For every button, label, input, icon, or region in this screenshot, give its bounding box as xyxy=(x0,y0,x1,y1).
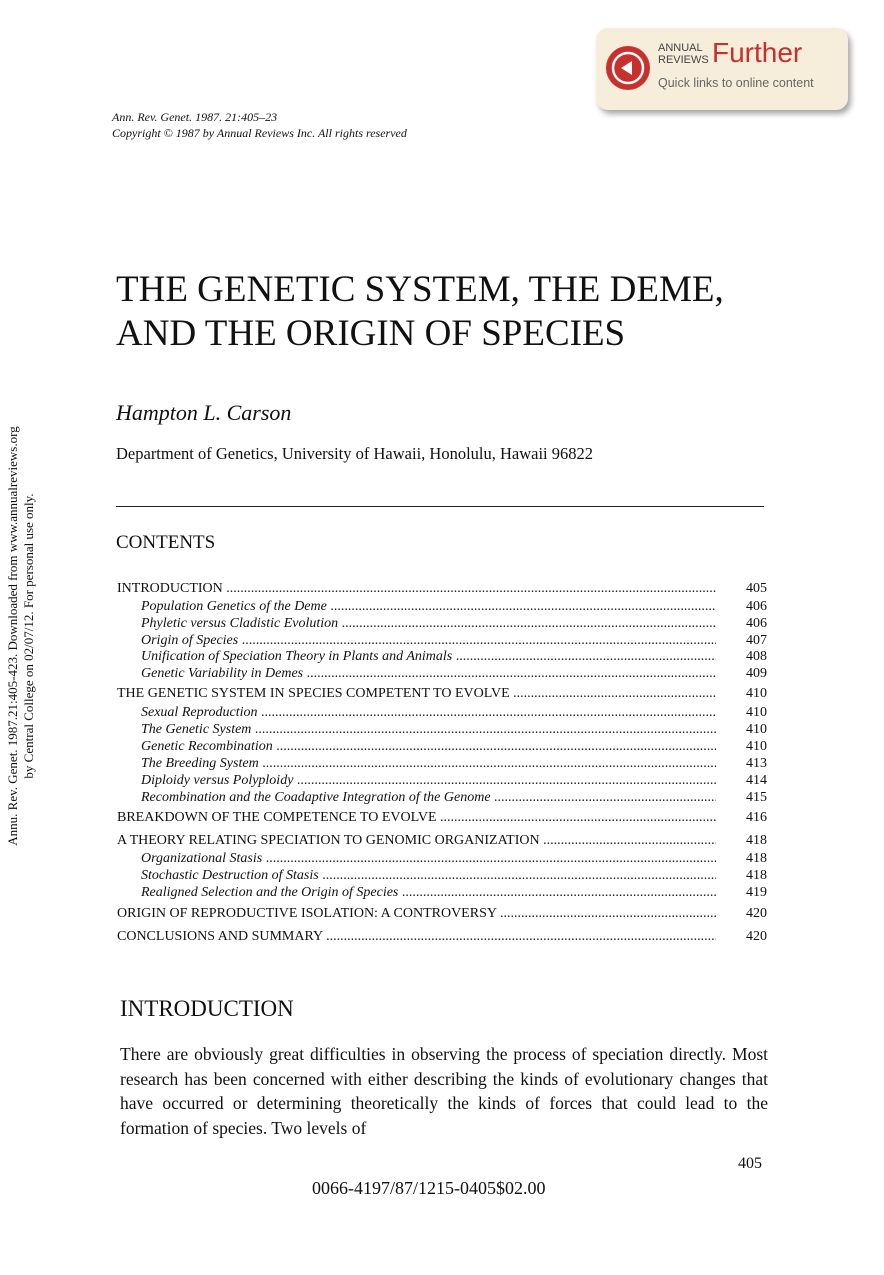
toc-entry[interactable] xyxy=(0,756,884,774)
toc-label: Unification of Speciation Theory in Plants and Animals ..... xyxy=(141,649,716,665)
toc-label: Stochastic Destruction of Stasis ..... xyxy=(141,868,716,884)
toc-entry[interactable] xyxy=(0,906,884,924)
toc-page: 413 xyxy=(746,756,767,771)
toc-entry[interactable] xyxy=(0,686,884,704)
toc-label: Phyletic versus Cladistic Evolution ..... xyxy=(141,616,716,632)
toc-page: 420 xyxy=(746,906,767,921)
toc-label: ORIGIN OF REPRODUCTIVE ISOLATION: A CONTROVERSY ..... xyxy=(117,906,716,922)
toc-page: 405 xyxy=(746,581,767,596)
page-number: 405 xyxy=(738,1155,762,1172)
toc-entry[interactable] xyxy=(0,739,884,757)
toc-label: Recombination and the Coadaptive Integration of the Genome ..... xyxy=(141,790,716,806)
toc-page: 410 xyxy=(746,722,767,737)
toc-entry[interactable] xyxy=(0,722,884,740)
body-paragraph: There are obviously great difficulties in observing the process of speciation directly. Most research has been concerned with either describing the kinds of evolutionary changes that have occurred or determining theoretically the kinds of forces that could lead to the formation of species. Two levels of xyxy=(120,1044,768,1138)
toc-entry[interactable] xyxy=(0,599,884,617)
toc-label: Sexual Reproduction ..... xyxy=(141,705,716,721)
toc-label: CONCLUSIONS AND SUMMARY ..... xyxy=(117,929,716,945)
toc-entry[interactable] xyxy=(0,666,884,684)
citation-line: Ann. Rev. Genet. 1987. 21:405–23 xyxy=(112,110,278,124)
download-notice-line-2: by Central College on 02/07/12. For personal use only. xyxy=(21,493,36,779)
toc-label: Population Genetics of the Deme ..... xyxy=(141,599,716,615)
toc-page: 415 xyxy=(746,790,767,805)
toc-page: 407 xyxy=(746,633,767,648)
toc-label: Genetic Recombination ..... xyxy=(141,739,716,755)
toc-page: 406 xyxy=(746,616,767,631)
toc-label: BREAKDOWN OF THE COMPETENCE TO EVOLVE ..... xyxy=(117,810,716,826)
toc-entry[interactable] xyxy=(0,868,884,886)
back-arrow-icon xyxy=(606,46,650,90)
toc-label: The Genetic System ..... xyxy=(141,722,716,738)
toc-page: 408 xyxy=(746,649,767,664)
toc-entry[interactable] xyxy=(0,616,884,634)
toc-label: Organizational Stasis ..... xyxy=(141,851,716,867)
toc-entry[interactable] xyxy=(0,885,884,903)
author-name: Hampton L. Carson xyxy=(116,400,292,425)
toc-entry[interactable] xyxy=(0,790,884,808)
toc-page: 414 xyxy=(746,773,767,788)
toc-entry[interactable] xyxy=(0,929,884,947)
author-affiliation: Department of Genetics, University of Hawaii, Honolulu, Hawaii 96822 xyxy=(116,444,594,463)
toc-label: The Breeding System ..... xyxy=(141,756,716,772)
toc-label: Diploidy versus Polyploidy ..... xyxy=(141,773,716,789)
toc-page: 420 xyxy=(746,929,767,944)
toc-label: THE GENETIC SYSTEM IN SPECIES COMPETENT TO EVOLVE ..... xyxy=(117,686,716,702)
title-line-1: THE GENETIC SYSTEM, THE DEME, xyxy=(116,269,724,310)
toc-entry[interactable] xyxy=(0,649,884,667)
further-links-badge[interactable] xyxy=(596,28,848,110)
toc-entry[interactable] xyxy=(0,581,884,599)
toc-page: 418 xyxy=(746,833,767,848)
badge-annual-text: ANNUAL xyxy=(658,42,703,54)
toc-page: 419 xyxy=(746,885,767,900)
toc-entry[interactable] xyxy=(0,851,884,869)
badge-further-text: Further xyxy=(712,37,803,68)
contents-heading: CONTENTS xyxy=(116,532,216,553)
toc-label: Origin of Species ..... xyxy=(141,633,716,649)
title-line-2: AND THE ORIGIN OF SPECIES xyxy=(116,313,626,354)
section-heading: INTRODUCTION xyxy=(120,996,294,1021)
toc-page: 406 xyxy=(746,599,767,614)
toc-label: INTRODUCTION ..... xyxy=(117,581,716,597)
toc-label: Realigned Selection and the Origin of Species ..... xyxy=(141,885,716,901)
copyright-line: Copyright © 1987 by Annual Reviews Inc. All rights reserved xyxy=(112,126,407,140)
toc-entry[interactable] xyxy=(0,705,884,723)
toc-entry[interactable] xyxy=(0,833,884,851)
download-notice-line-1: Annu. Rev. Genet. 1987.21:405-423. Downloaded from www.annualreviews.org xyxy=(5,426,20,846)
article-code: 0066-4197/87/1215-0405$02.00 xyxy=(312,1178,546,1198)
badge-reviews-text: REVIEWS xyxy=(658,54,709,66)
toc-page: 418 xyxy=(746,868,767,883)
toc-label: A THEORY RELATING SPECIATION TO GENOMIC ORGANIZATION ..... xyxy=(117,833,716,849)
toc-page: 416 xyxy=(746,810,767,825)
toc-page: 410 xyxy=(746,705,767,720)
toc-page: 418 xyxy=(746,851,767,866)
toc-entry[interactable] xyxy=(0,773,884,791)
article-title xyxy=(116,268,724,356)
toc-page: 410 xyxy=(746,739,767,754)
divider xyxy=(116,506,764,507)
badge-tagline: Quick links to online content xyxy=(658,76,814,90)
toc-page: 409 xyxy=(746,666,767,681)
toc-entry[interactable] xyxy=(0,810,884,828)
toc-label: Genetic Variability in Demes ..... xyxy=(141,666,716,682)
toc-page: 410 xyxy=(746,686,767,701)
